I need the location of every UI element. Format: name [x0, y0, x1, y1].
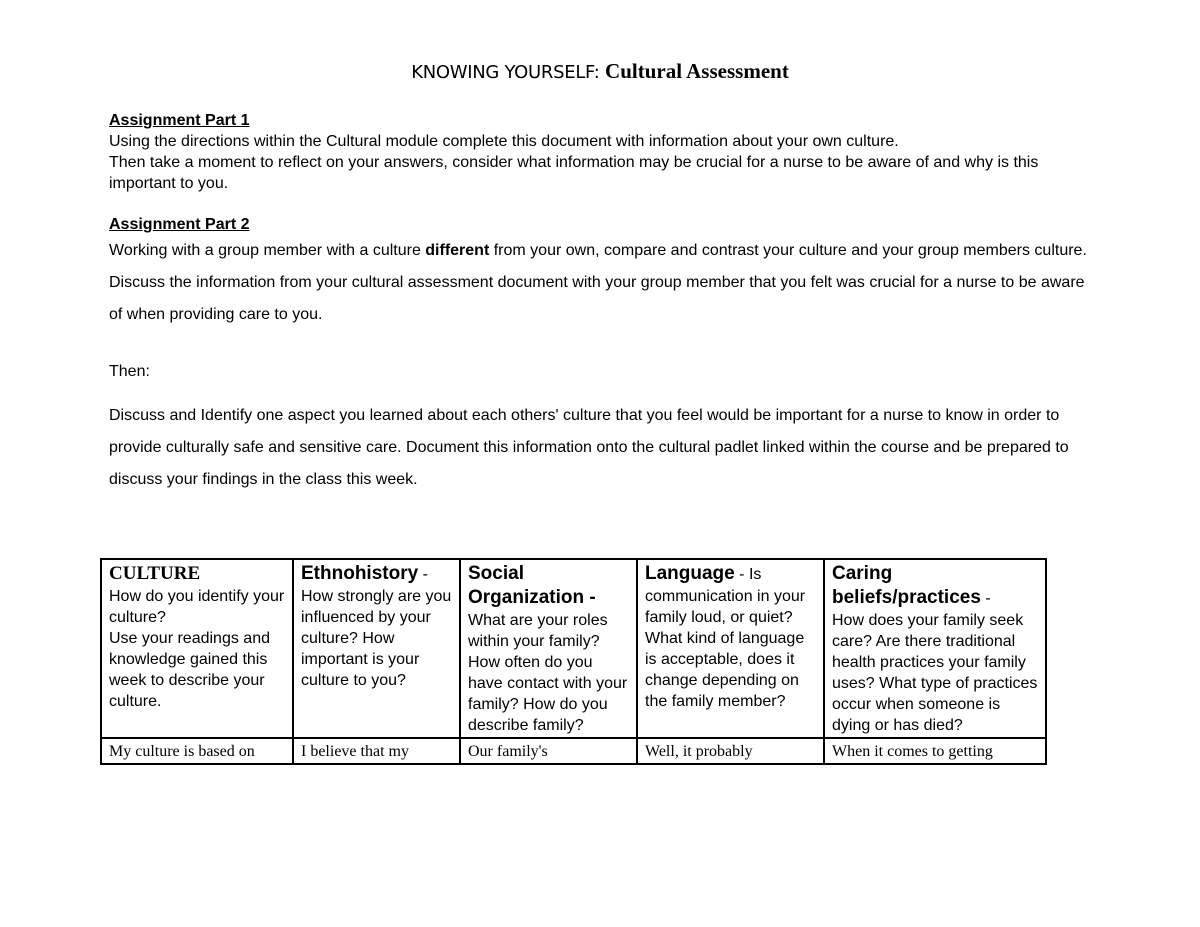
column-prompt: How do you identify your culture? Use your readings and knowledge gained this week to describe your culture.: [109, 588, 285, 710]
part-2-text-bold: different: [425, 242, 490, 259]
part-2-text-before: Working with a group member with a culture: [109, 242, 426, 259]
part-2-text-after: from your own, compare and contrast your culture and your group members culture. Discuss the information from your cultural assessment document with your group member that you felt was crucial for a nurse to be aware of when providing care to you.: [109, 242, 1087, 323]
page-title: [0, 58, 1200, 86]
column-separator: -: [980, 590, 991, 607]
column-prompt: How strongly are you influenced by your culture? How important is your culture to you?: [301, 588, 452, 689]
column-separator: -: [418, 566, 428, 583]
part-1-heading: Assignment Part 1: [109, 112, 250, 129]
assignment-part-1: [109, 110, 1099, 194]
discuss-paragraph: Discuss and Identify one aspect you learned about each others' culture that you feel would be important for a nurse to know in order to provide culturally safe and sensitive care. Document this information onto the cultural padlet linked within the course and be prepared to discuss your findings in the class this week.: [109, 407, 1069, 488]
assignment-part-2: [109, 214, 1099, 331]
column-heading: Social Organization -: [468, 563, 596, 608]
cultural-assessment-table: [100, 558, 1047, 765]
part-1-line-2: Then take a moment to reflect on your answers, consider what information may be crucial for a nurse to be aware of and why is this important to you.: [109, 154, 1039, 192]
then-label: Then:: [109, 363, 150, 380]
column-heading: Caring beliefs/practices: [832, 563, 981, 608]
answer-cell-ethnohistory[interactable]: I believe that my: [293, 738, 460, 764]
column-prompt: What are your roles within your family? How often do you have contact with your family? How do you describe family?: [468, 612, 628, 734]
title-lead: KNOWING YOURSELF:: [411, 62, 600, 83]
answer-cell-caring-beliefs[interactable]: When it comes to getting: [824, 738, 1046, 764]
title-rest: Cultural Assessment: [605, 59, 789, 83]
answer-cell-culture[interactable]: My culture is based on: [101, 738, 293, 764]
culture-header-cell: [101, 559, 293, 738]
column-heading: Language: [645, 563, 735, 584]
column-heading: Ethnohistory: [301, 563, 419, 584]
part-2-heading: Assignment Part 2: [109, 216, 250, 233]
ethnohistory-header-cell: [293, 559, 460, 738]
answer-cell-language[interactable]: Well, it probably: [637, 738, 824, 764]
table-header-row: [101, 559, 1046, 738]
table-row: [101, 738, 1046, 764]
caring-beliefs-header-cell: [824, 559, 1046, 738]
column-prompt: How does your family seek care? Are there traditional health practices your family uses? What type of practices occur when someone is dying or has died?: [832, 612, 1038, 734]
answer-cell-social-organization[interactable]: Our family's: [460, 738, 637, 764]
part-1-line-1: Using the directions within the Cultural module complete this document with information about your own culture.: [109, 133, 899, 150]
column-heading: CULTURE: [109, 563, 201, 584]
column-prompt: communication in your family loud, or quiet? What kind of language is acceptable, does it change depending on the family member?: [645, 588, 806, 710]
language-header-cell: [637, 559, 824, 738]
column-separator: - Is: [734, 566, 762, 583]
social-organization-header-cell: [460, 559, 637, 738]
part-2-paragraph: [109, 235, 1099, 331]
